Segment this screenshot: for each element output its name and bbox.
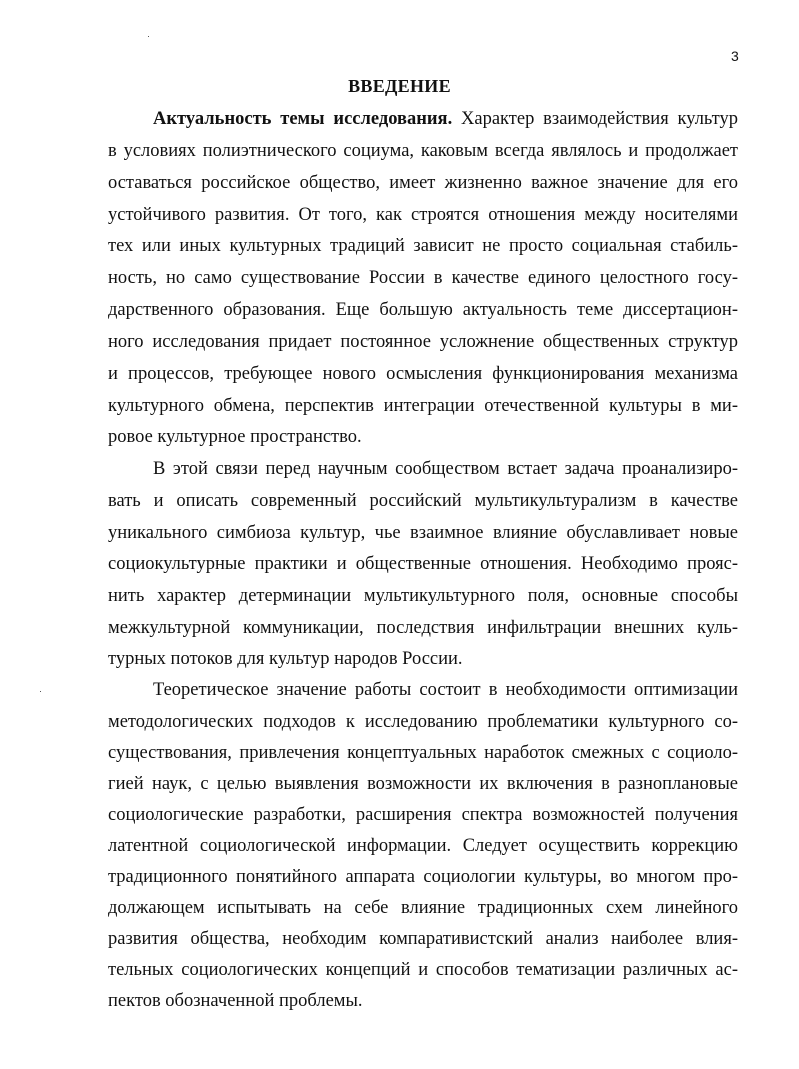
paragraph-1-line: устойчивого развития. От того, как строятся отношения между носителями bbox=[108, 205, 738, 225]
paragraph-3-line: Теоретическое значение работы состоит в необходимости оптимизации bbox=[153, 680, 738, 700]
paragraph-2-line: нить характер детерминации мультикультурного поля, основные способы bbox=[108, 586, 738, 606]
paragraph-1-line-1 bbox=[153, 103, 738, 135]
paragraph-3-line: традиционного понятийного аппарата социологии культуры, во многом про- bbox=[108, 867, 738, 887]
paragraph-1-line: ность, но само существование России в качестве единого целостного госу- bbox=[108, 268, 738, 288]
paragraph-1-line: культурного обмена, перспектив интеграции отечественной культуры в ми- bbox=[108, 396, 738, 416]
paragraph-2-line: вать и описать современный российский мультикультурализм в качестве bbox=[108, 491, 738, 511]
paragraph-3-line: тельных социологических концепций и способов тематизации различных ас- bbox=[108, 960, 738, 980]
paragraph-1-line: и процессов, требующее нового осмысления функционирования механизма bbox=[108, 364, 738, 384]
paragraph-3-line: методологических подходов к исследованию проблематики культурного со- bbox=[108, 712, 738, 732]
paragraph-1-line: тех или иных культурных традиций зависит не просто социальная стабиль- bbox=[108, 236, 738, 256]
scan-speck bbox=[40, 691, 41, 692]
paragraph-2-line: социокультурные практики и общественные отношения. Необходимо прояс- bbox=[108, 554, 738, 574]
paragraph-2-line: межкультурной коммуникации, последствия инфильтрации внешних куль- bbox=[108, 618, 738, 638]
paragraph-1-line: оставаться российское общество, имеет жизненно важное значение для его bbox=[108, 173, 738, 193]
paragraph-3-line: существования, привлечения концептуальных наработок смежных с социоло- bbox=[108, 743, 738, 763]
scan-speck bbox=[148, 36, 149, 37]
paragraph-3-line: должающем испытывать на себе влияние традиционных схем линейного bbox=[108, 898, 738, 918]
paragraph-text: Характер взаимодействия культур bbox=[452, 109, 739, 129]
paragraph-2-line: уникального симбиоза культур, чье взаимное влияние обуславливает новые bbox=[108, 523, 738, 543]
paragraph-1-line: дарственного образования. Еще большую актуальность теме диссертацион- bbox=[108, 300, 738, 320]
paragraph-2-line: В этой связи перед научным сообществом встает задача проанализиро- bbox=[153, 459, 738, 479]
paragraph-1-line: ного исследования придает постоянное усложнение общественных структур bbox=[108, 332, 738, 352]
section-heading: ВВЕДЕНИЕ bbox=[348, 76, 451, 96]
page-number: 3 bbox=[731, 48, 739, 64]
paragraph-2-line: турных потоков для культур народов России. bbox=[108, 649, 463, 669]
paragraph-3-line: развития общества, необходим компаративистский анализ наиболее влия- bbox=[108, 929, 738, 949]
paragraph-3-line: социологические разработки, расширения спектра возможностей получения bbox=[108, 805, 738, 825]
paragraph-1-line: в условиях полиэтнического социума, каковым всегда являлось и продолжает bbox=[108, 141, 738, 161]
paragraph-1-line: ровое культурное пространство. bbox=[108, 427, 362, 447]
paragraph-3-line: латентной социологической информации. Следует осуществить коррекцию bbox=[108, 836, 738, 856]
paragraph-lead: Актуальность темы исследования. bbox=[153, 109, 453, 129]
paragraph-3-line: пектов обозначенной проблемы. bbox=[108, 991, 363, 1011]
paragraph-3-line: гией наук, с целью выявления возможности их включения в разноплановые bbox=[108, 774, 738, 794]
